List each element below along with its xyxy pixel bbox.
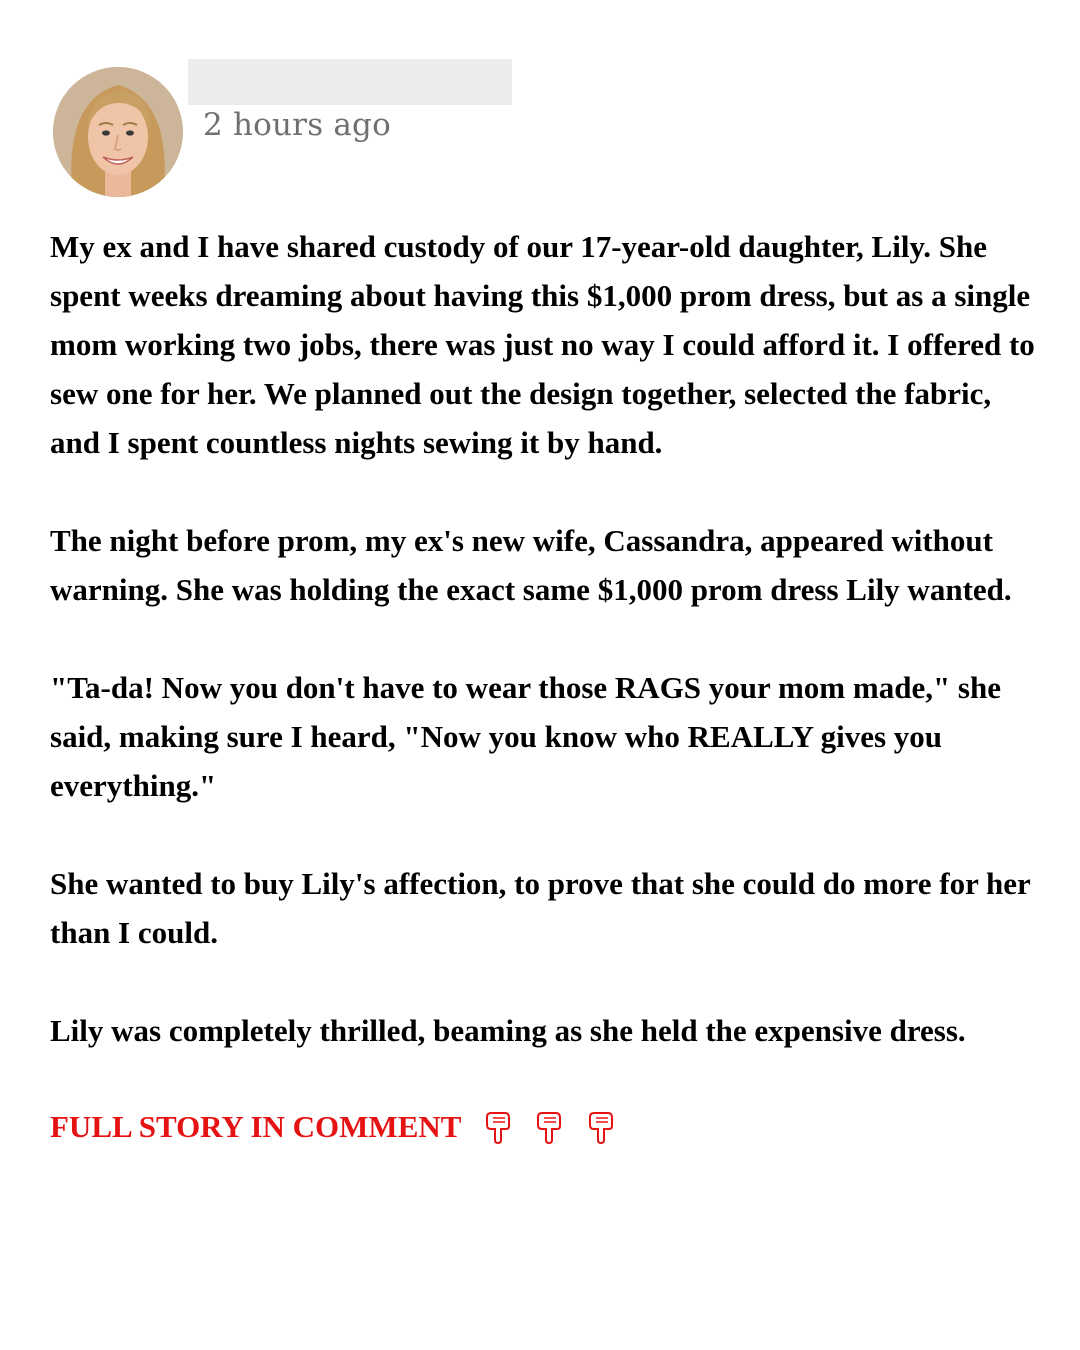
- cta-label: FULL STORY IN COMMENT: [50, 1109, 461, 1144]
- post-timestamp: 2 hours ago: [203, 107, 391, 143]
- story-paragraph: "Ta-da! Now you don't have to wear those RAGS your mom made," she said, making sure I heard, "Now you know who REALLY gives you everything.": [50, 670, 1001, 803]
- pointing-down-hand-icon: [582, 1109, 618, 1145]
- story-paragraph: The night before prom, my ex's new wife, Cassandra, appeared without warning. She was holding the exact same $1,000 prom dress Lily wanted.: [50, 523, 1012, 607]
- author-avatar[interactable]: [53, 67, 183, 197]
- story-paragraph: Lily was completely thrilled, beaming as she held the expensive dress.: [50, 1013, 966, 1048]
- post-body: [50, 222, 1040, 1156]
- story-paragraph: My ex and I have shared custody of our 17-year-old daughter, Lily. She spent weeks dreaming about having this $1,000 prom dress, but as a single mom working two jobs, there was just no way I could afford it. I offered to sew one for her. We planned out the design together, selected the fabric, and I spent countless nights sewing it by hand.: [50, 229, 1035, 460]
- story-paragraph: She wanted to buy Lily's affection, to prove that she could do more for her than I could.: [50, 866, 1031, 950]
- cta-icons: [479, 1099, 627, 1148]
- pointing-down-hand-icon: [530, 1109, 566, 1145]
- pointing-down-hand-icon: [479, 1109, 515, 1145]
- post-header: [53, 59, 1033, 199]
- username-placeholder: [188, 59, 512, 105]
- full-story-cta[interactable]: [50, 1102, 1040, 1154]
- avatar-photo-icon: [53, 67, 183, 197]
